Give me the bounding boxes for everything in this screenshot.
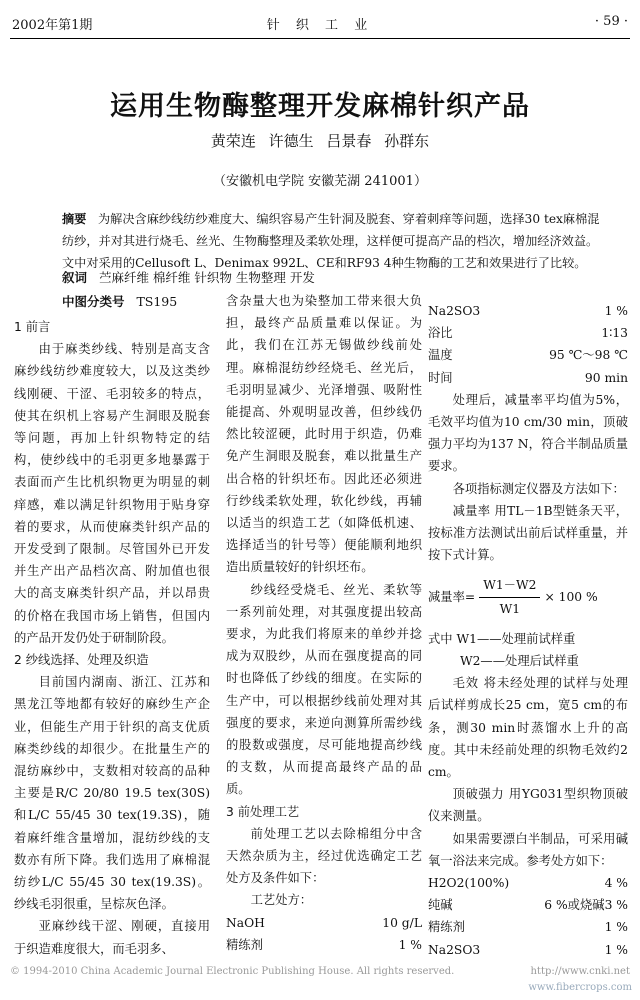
paragraph: 由于麻类纱线、特别是高支含麻纱线纺纱难度较大，以及这类纱线刚硬、干涩、毛羽较多的特点，使其在织机上容易产生洞眼及脱套等问题，再加上针织物特定的结构，使纱线中的毛羽更多地暴露于表面而产生比机织物更为明显的刺痒感，难以满足针织物用于贴身穿着的要求，从而使麻类针织产品的开发受到了限制。尽管国外已开发并生产出产品档次高、附加值也很大的高支麻类针织产品，并以昂贵的价格在我国市场上销售，但国内的产品开发仍处于研制阶段。	[14, 342, 210, 645]
watermark: www.fibercrops.com	[528, 982, 632, 993]
classification-label: 中图分类号	[62, 294, 125, 309]
paragraph: 亚麻纱线干涩、刚硬，直接用于织造难度很大，而毛羽多、	[14, 919, 210, 956]
recipe-value: 1∶13	[601, 326, 628, 341]
keywords-label: 叙词	[62, 270, 88, 285]
paragraph: 纱线经受烧毛、丝光、柔软等一系列前处理，对其强度提出较高要求，为此我们将原来的单纱并捻成为双股纱，从而在强度提高的同时也降低了纱线的细度。在实际的生产中，可以根据纱线前处理对其强度的要求，来逆向测算所需纱线的股数或强度，尽可能地提高纱线的支数，从而提高最终产品的品质。	[226, 582, 422, 797]
recipe-item: Na2SO3	[428, 942, 481, 957]
page-number: · 59 ·	[594, 14, 628, 29]
formula-lhs: 减量率=	[428, 590, 476, 605]
section-heading-1: 1 前言	[14, 320, 51, 334]
recipe-item: NaOH	[226, 915, 265, 930]
recipe-row	[428, 939, 628, 961]
formula	[428, 574, 628, 619]
paragraph: 如果需要漂白半制品，可采用碱氧一浴法来完成。参考处方如下：	[428, 831, 628, 868]
paragraph: 处理后，减量率平均值为5%，毛效平均值为10 cm/30 min，顶破强力平均为137 N，符合半制品质量要求。	[428, 392, 628, 474]
recipe-value: 1 %	[604, 942, 628, 957]
source-url[interactable]: http://www.cnki.net	[530, 966, 630, 977]
copyright-text: © 1994-2010 China Academic Journal Electronic Publishing House. All rights reserved.	[10, 966, 455, 977]
recipe-item: 精练剂	[226, 937, 263, 952]
abstract	[62, 208, 600, 274]
recipe-row	[428, 367, 628, 389]
column-1	[14, 316, 210, 960]
recipe-row	[428, 300, 628, 322]
recipe-row	[428, 872, 628, 894]
article-title: 运用生物酶整理开发麻棉针织产品	[110, 91, 530, 122]
affiliation: （安徽机电学院 安徽芜湖 241001）	[213, 174, 427, 189]
recipe-row	[428, 916, 628, 938]
recipe-item: Na2SO3	[428, 304, 481, 318]
classification-text: TS195	[136, 294, 178, 309]
running-header	[12, 14, 628, 40]
paragraph: 含杂量大也为染整加工带来很大负担，最终产品质量难以保证。为此，我们在江苏无锡做纱线前处理。麻棉混纺纱经烧毛、丝光后，毛羽明显减少、光泽增强、吸附性能提高、外观明显改善，但纱线仍然比较涩硬，此时用于织造，仍难免产生洞眼及脱套，难以批量生产出合格的针织坯布。因此还必须进行纱线柔软处理，软化纱线，再辅以适当的织造工艺（如降低机速、选择适当的针号等）便能顺利地织造出质量较好的针织坯布。	[226, 294, 422, 575]
recipe-value: 95 ℃～98 ℃	[549, 348, 628, 363]
copyright-footer	[10, 966, 630, 977]
formula-where: 式中 W1——处理前试样重	[428, 631, 576, 646]
recipe-value: 10 g/L	[382, 915, 422, 930]
recipe-label: 工艺处方：	[250, 893, 313, 908]
abstract-label: 摘要	[62, 212, 87, 226]
paragraph: 顶破强力 用YG031型织物顶破仪来测量。	[428, 787, 628, 824]
recipe-row	[428, 894, 628, 916]
paragraph: 毛效 将未经处理的试样与处理后试样剪成长25 cm，宽5 cm的布条，测30 min时蒸馏水上升的高度。其中未经前处理的织物毛效约2 cm。	[428, 676, 628, 780]
column-2	[226, 290, 422, 956]
recipe-value: 1 %	[604, 920, 628, 935]
recipe-item: H2O2(100%)	[428, 876, 510, 891]
keywords-text: 苎麻纤维 棉纤维 针织物 生物整理 开发	[98, 270, 315, 285]
header-rule	[10, 38, 630, 39]
section-heading-3: 3 前处理工艺	[226, 804, 300, 819]
paragraph: 前处理工艺以去除棉组分中含天然杂质为主，经过优选确定工艺处方及条件如下：	[226, 826, 422, 886]
paragraph: 减量率 用TL－1B型链条天平，按标准方法测试出前后试样重量，并按下式计算。	[428, 503, 628, 563]
formula-numerator: W1－W2	[479, 574, 540, 597]
authors: 黄荣连 许德生 吕景春 孙群东	[210, 132, 430, 150]
column-3	[428, 300, 628, 961]
formula-denominator: W1	[499, 601, 521, 616]
recipe-row	[428, 322, 628, 344]
recipe-row	[226, 912, 422, 934]
recipe-item: 纯碱	[428, 898, 453, 913]
recipe-row	[226, 934, 422, 956]
recipe-item: 精练剂	[428, 920, 465, 935]
recipe-item: 温度	[428, 348, 453, 363]
section-heading-2: 2 纱线选择、处理及织造	[14, 653, 149, 668]
recipe-value: 4 %	[604, 876, 628, 891]
formula-fraction	[479, 574, 540, 619]
recipe-value: 6 %或烧碱3 %	[544, 898, 628, 913]
issue-label: 2002年第1期	[12, 18, 93, 33]
recipe-value: 1 %	[398, 937, 422, 952]
paragraph: 各项指标测定仪器及方法如下：	[452, 481, 625, 496]
recipe-item: 时间	[428, 370, 453, 385]
recipe-value: 90 min	[584, 370, 628, 385]
formula-rhs: × 100 %	[544, 590, 598, 605]
paragraph: 目前国内湖南、浙江、江苏和黑龙江等地都有较好的麻纱生产企业，但能生产用于针织的高支优质麻类纱线的却很少。在批量生产的混纺麻纱中，支数相对较高的品种主要是R/C 20/80 19.5 tex(30S)和L/C 55/45 30 tex(19.3S)，随着麻纤维含量增加，混纺纱线的支数亦有所下降。我们选用了麻棉混纺纱L/C 55/45 30 tex(19.3S)。纱线毛羽很重，呈棕灰色泽。	[14, 675, 210, 912]
abstract-text: 为解决含麻纱线纺纱难度大、编织容易产生针洞及脱套、穿着刺痒等问题，选择30 tex麻棉混纺纱，并对其进行烧毛、丝光、生物酶整理及柔软处理，这样便可提高产品的档次，增加经济效益。文中对采用的Cellusoft L、Denimax 992L、CE和RF93 4种生物酶的工艺和效果进行了比较。	[62, 212, 600, 270]
recipe-item: 浴比	[428, 326, 453, 341]
formula-where: W2——处理后试样重	[459, 654, 579, 669]
recipe-value: 1 %	[604, 304, 628, 318]
journal-name: 针 织 工 业	[266, 18, 374, 33]
recipe-row	[428, 344, 628, 366]
keywords	[62, 268, 600, 286]
